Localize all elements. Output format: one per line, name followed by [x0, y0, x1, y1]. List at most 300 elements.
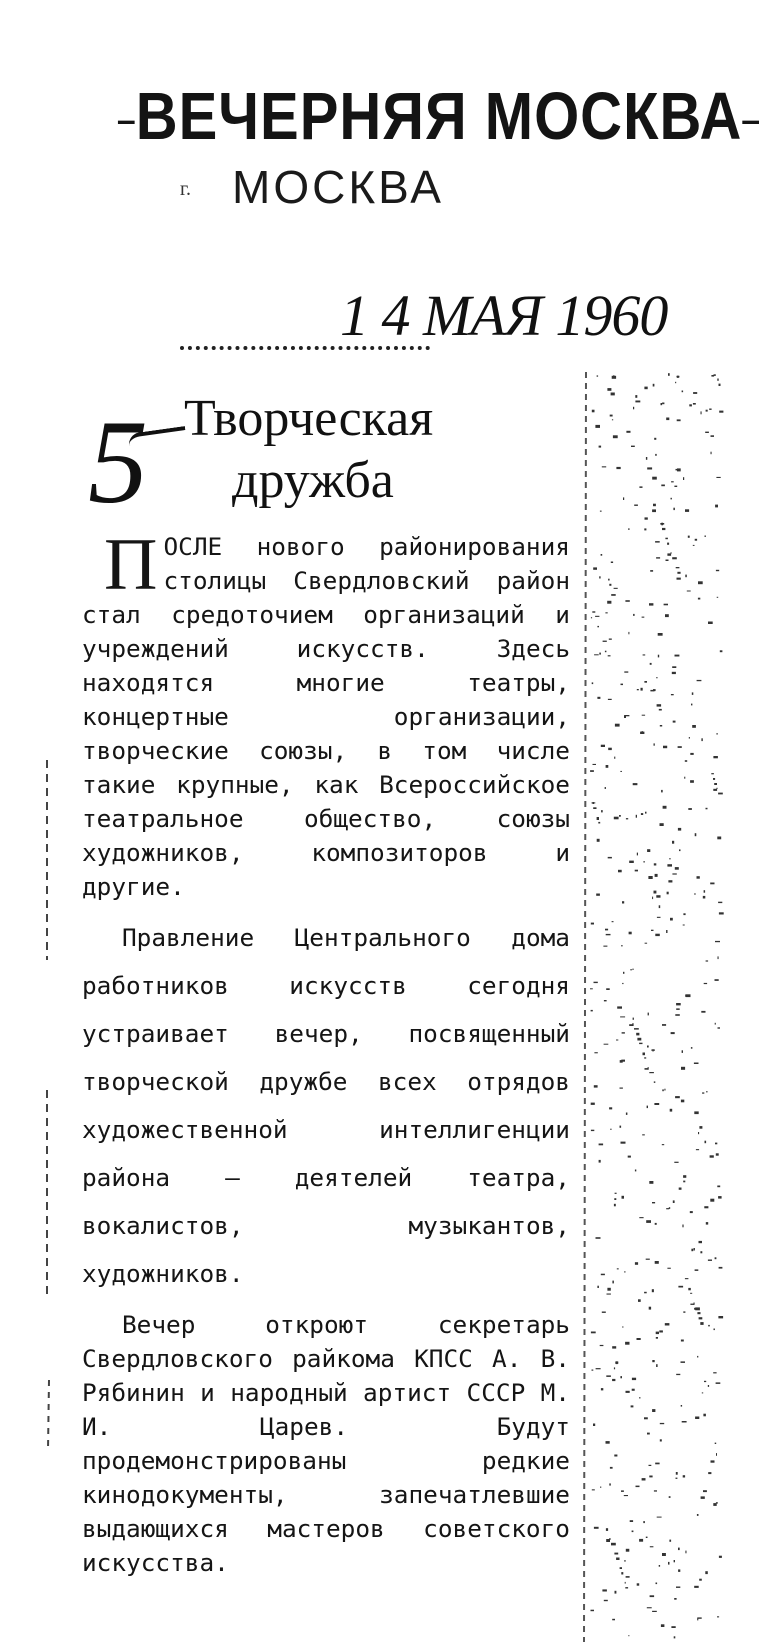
- paper-speck: [656, 1332, 659, 1335]
- paper-speck: [593, 807, 596, 809]
- paper-speck: [719, 1556, 722, 1558]
- paper-speck: [719, 411, 723, 413]
- paper-speck: [706, 960, 709, 961]
- paper-speck: [718, 1027, 721, 1028]
- paper-speck: [639, 486, 642, 488]
- paper-speck: [620, 1376, 622, 1378]
- paper-speck: [710, 1199, 714, 1202]
- paper-speck: [601, 1388, 603, 1390]
- paper-speck: [705, 1571, 708, 1574]
- paper-speck: [716, 788, 717, 789]
- paper-speck: [718, 1196, 722, 1199]
- paper-speck: [715, 1443, 717, 1444]
- paper-speck: [678, 828, 681, 831]
- paper-speck: [711, 773, 714, 774]
- paper-speck: [694, 1308, 697, 1310]
- margin-marks: [40, 760, 54, 1460]
- paper-speck: [623, 972, 624, 974]
- paper-speck: [694, 1248, 695, 1251]
- paper-speck: [620, 1567, 622, 1569]
- paper-speck: [626, 818, 628, 819]
- paper-speck: [643, 861, 645, 862]
- paper-speck: [717, 1616, 719, 1617]
- paper-speck: [681, 1100, 684, 1103]
- paper-speck: [654, 743, 655, 745]
- paper-speck: [602, 466, 606, 467]
- paper-speck: [666, 1208, 669, 1209]
- paper-speck: [714, 1329, 715, 1331]
- paper-speck: [593, 1424, 595, 1427]
- paper-speck: [671, 552, 672, 553]
- paper-speck: [630, 1520, 633, 1522]
- paper-speck: [690, 1293, 692, 1294]
- paper-speck: [661, 790, 663, 793]
- paper-speck: [607, 1288, 610, 1291]
- paper-speck: [647, 467, 652, 469]
- paper-speck: [650, 1595, 655, 1597]
- paper-speck: [613, 375, 614, 378]
- paper-speck: [699, 1126, 702, 1129]
- paper-speck: [592, 1489, 595, 1490]
- paper-speck: [676, 1472, 678, 1475]
- paper-speck: [695, 539, 697, 541]
- paper-speck: [599, 446, 602, 448]
- paper-speck: [706, 1222, 708, 1225]
- paper-speck: [644, 528, 646, 530]
- paper-speck: [591, 1610, 595, 1612]
- paper-speck: [662, 1553, 666, 1556]
- paper-speck: [671, 498, 672, 500]
- paper-speck: [615, 1193, 617, 1194]
- paper-speck: [604, 1044, 609, 1045]
- paper-speck: [673, 508, 675, 510]
- paper-speck: [629, 861, 634, 863]
- paper-speck: [676, 1008, 680, 1010]
- paper-speck: [630, 969, 632, 970]
- paper-speck: [676, 1374, 680, 1375]
- paper-speck: [702, 1392, 703, 1393]
- paper-speck: [618, 870, 622, 873]
- paper-speck: [642, 617, 645, 618]
- paper-speck: [716, 477, 720, 478]
- paper-speck: [628, 528, 630, 529]
- paper-speck: [593, 802, 595, 804]
- paper-speck: [649, 603, 653, 605]
- paper-speck: [703, 1490, 707, 1492]
- paper-speck: [606, 988, 610, 990]
- paper-speck: [690, 1211, 693, 1213]
- paper-speck: [635, 401, 640, 403]
- paper-speck: [659, 1330, 663, 1332]
- paper-speck: [697, 1514, 699, 1516]
- paper-speck: [594, 1527, 599, 1529]
- paper-speck: [689, 404, 692, 406]
- paper-speck: [665, 1323, 670, 1325]
- paper-speck: [691, 1249, 693, 1252]
- paper-speck: [668, 1562, 670, 1565]
- paper-speck: [649, 1476, 652, 1478]
- paper-speck: [667, 1268, 670, 1269]
- paper-speck: [641, 813, 643, 815]
- paper-speck: [654, 1103, 659, 1105]
- paper-speck: [716, 1382, 721, 1384]
- paper-speck: [681, 1405, 682, 1407]
- paper-speck: [621, 1572, 623, 1574]
- paper-speck: [683, 477, 684, 480]
- paper-speck: [620, 1088, 623, 1089]
- paper-speck: [651, 930, 654, 931]
- paper-speck: [592, 682, 594, 684]
- paper-speck: [704, 1206, 708, 1208]
- paper-speck: [692, 725, 696, 728]
- paper-speck: [612, 1281, 614, 1284]
- paper-speck: [591, 923, 594, 925]
- date-stamp: 1 4 МАЯ 1960: [340, 283, 668, 348]
- paper-speck: [620, 1126, 622, 1128]
- paper-speck: [700, 1322, 703, 1325]
- paper-speck: [662, 1024, 666, 1026]
- paper-speck: [704, 983, 707, 984]
- paper-speck: [685, 760, 687, 762]
- paper-speck: [590, 988, 593, 989]
- paper-speck: [601, 1274, 605, 1276]
- paper-speck: [596, 1368, 601, 1369]
- paper-speck: [711, 1460, 715, 1462]
- article-body: [82, 524, 570, 1580]
- paper-speck: [615, 1591, 617, 1594]
- paper-speck: [637, 689, 639, 690]
- article-paragraph-3: Вечер откроют секретарь Свердловского райкома КПСС А. В. Рябинин и народный артист СССР М. И. Царев. Будут продемонстрированы редкие кинодокументы, запечатлевшие выдающихся мастеров советского искусства.: [82, 1310, 570, 1577]
- paper-speck: [657, 704, 662, 706]
- paper-speck: [663, 806, 667, 809]
- paper-speck: [661, 1624, 665, 1627]
- paper-speck: [614, 817, 619, 820]
- paper-speck: [652, 477, 657, 480]
- paper-speck: [652, 1202, 655, 1203]
- paper-speck: [713, 778, 715, 780]
- paper-speck: [652, 1289, 654, 1292]
- paper-speck: [674, 486, 677, 487]
- paper-speck: [647, 1607, 652, 1608]
- paper-speck: [591, 617, 592, 618]
- paper-speck: [625, 600, 629, 602]
- paper-speck: [660, 1423, 664, 1424]
- paper-speck: [601, 745, 605, 747]
- paper-speck: [713, 1372, 716, 1373]
- paper-speck: [715, 979, 719, 981]
- paper-speck: [622, 901, 624, 903]
- paper-speck: [716, 1153, 719, 1155]
- paper-speck: [673, 721, 676, 723]
- paper-speck: [679, 1188, 682, 1190]
- paper-speck: [700, 1251, 702, 1253]
- paper-speck: [626, 1113, 628, 1115]
- paper-speck: [642, 1478, 646, 1480]
- paper-speck: [621, 1142, 626, 1144]
- paper-speck: [715, 941, 720, 942]
- paper-speck: [601, 810, 603, 812]
- paper-speck: [711, 435, 715, 437]
- paper-speck: [632, 1023, 633, 1026]
- paper-speck: [643, 1521, 645, 1523]
- paper-speck: [636, 1033, 639, 1036]
- paper-speck: [708, 1325, 710, 1327]
- paper-speck: [669, 1496, 671, 1498]
- paper-speck: [602, 1312, 606, 1313]
- paper-speck: [616, 467, 620, 469]
- paper-speck: [674, 1162, 678, 1163]
- paper-speck: [718, 956, 719, 959]
- paper-speck: [632, 1378, 636, 1380]
- torn-edge-residue: [582, 372, 732, 1642]
- paper-speck: [713, 756, 718, 758]
- paper-speck: [606, 1528, 608, 1531]
- paper-speck: [686, 994, 691, 997]
- paper-speck: [656, 1337, 658, 1339]
- paper-speck: [672, 557, 677, 559]
- paper-speck: [606, 1375, 611, 1377]
- paper-speck: [655, 1463, 659, 1465]
- paper-speck: [650, 690, 654, 692]
- paper-speck: [656, 557, 660, 558]
- paper-speck: [654, 891, 657, 894]
- paper-speck: [695, 1417, 699, 1420]
- paper-speck: [609, 639, 612, 640]
- paper-speck: [610, 1129, 611, 1130]
- paper-speck: [628, 632, 629, 634]
- paper-speck: [595, 616, 599, 617]
- paper-speck: [709, 409, 711, 410]
- paper-speck: [594, 1052, 597, 1053]
- paper-speck: [699, 1317, 703, 1319]
- paper-speck: [621, 945, 622, 946]
- paper-speck: [677, 376, 680, 378]
- paper-speck: [675, 1014, 680, 1016]
- paper-speck: [626, 1549, 630, 1552]
- paper-speck: [605, 787, 606, 789]
- paper-speck: [662, 403, 664, 405]
- paper-speck: [634, 505, 638, 506]
- article-paragraph-1: [82, 524, 570, 904]
- paper-speck: [697, 1312, 700, 1314]
- paper-speck: [683, 925, 685, 926]
- paper-speck: [620, 771, 622, 772]
- paper-speck: [648, 1013, 649, 1016]
- paper-speck: [683, 1311, 685, 1312]
- paper-speck: [715, 1143, 717, 1145]
- paper-speck: [611, 1543, 616, 1546]
- paper-speck: [645, 943, 648, 944]
- paper-speck: [631, 446, 635, 447]
- paper-speck: [611, 562, 613, 564]
- paper-speck: [711, 375, 714, 377]
- paper-speck: [608, 857, 612, 859]
- paper-speck: [685, 1551, 686, 1554]
- paper-speck: [697, 680, 702, 681]
- paper-speck: [605, 612, 607, 613]
- paper-speck: [598, 822, 600, 824]
- paper-speck: [657, 917, 661, 918]
- paper-speck: [609, 1483, 611, 1485]
- paper-speck: [645, 812, 647, 814]
- paper-speck: [594, 654, 599, 655]
- paper-speck: [655, 874, 658, 877]
- paper-speck: [713, 1503, 716, 1506]
- paper-speck: [687, 591, 691, 592]
- paper-speck: [677, 419, 681, 421]
- paper-speck: [718, 902, 722, 903]
- paper-speck: [640, 732, 644, 734]
- paper-speck: [699, 1241, 703, 1243]
- paper-speck: [656, 895, 660, 898]
- paper-speck: [708, 1385, 709, 1387]
- paper-speck: [599, 653, 601, 655]
- paper-speck: [625, 715, 630, 716]
- city-stamp: МОСКВА: [232, 161, 444, 213]
- paper-speck: [600, 511, 602, 512]
- paper-speck: [659, 1565, 660, 1567]
- paper-speck: [637, 853, 638, 856]
- paper-speck: [654, 863, 657, 865]
- paper-speck: [673, 1200, 675, 1203]
- paper-speck: [637, 1038, 641, 1041]
- paper-speck: [634, 1028, 639, 1030]
- paper-speck: [641, 688, 643, 691]
- paper-speck: [647, 1433, 650, 1435]
- paper-speck: [652, 509, 656, 512]
- paper-speck: [601, 554, 603, 556]
- paper-speck: [652, 1611, 657, 1612]
- paper-speck: [650, 663, 652, 665]
- paper-speck: [704, 1381, 706, 1382]
- paper-speck: [626, 431, 630, 433]
- paper-speck: [705, 1141, 707, 1144]
- paper-speck: [701, 1011, 705, 1013]
- paper-speck: [685, 575, 687, 578]
- paper-speck: [625, 1342, 629, 1345]
- paper-speck: [694, 1111, 698, 1114]
- paper-speck: [715, 505, 718, 508]
- paper-speck: [717, 837, 721, 840]
- paper-speck: [610, 415, 613, 417]
- paper-speck: [600, 1487, 601, 1488]
- paper-speck: [638, 1299, 641, 1302]
- paper-speck: [635, 395, 637, 398]
- paper-speck: [609, 584, 611, 586]
- paper-speck: [614, 1553, 618, 1555]
- paper-speck: [655, 934, 660, 936]
- paper-speck: [592, 1370, 594, 1371]
- paper-speck: [720, 650, 723, 652]
- paper-speck: [683, 1475, 685, 1477]
- paper-speck: [681, 1361, 686, 1363]
- paper-speck: [616, 1040, 618, 1041]
- newspaper-name-stamp: ‒ВЕЧЕРНЯЯ МОСКВА‒: [118, 79, 761, 154]
- paper-speck: [594, 1085, 598, 1087]
- paper-speck: [596, 894, 600, 896]
- paper-speck: [639, 1217, 643, 1218]
- paper-speck: [619, 815, 621, 817]
- paper-speck: [716, 733, 717, 734]
- paper-speck: [639, 1539, 643, 1542]
- paper-speck: [614, 757, 615, 759]
- paper-speck: [622, 1327, 623, 1328]
- paper-speck: [672, 672, 676, 674]
- paper-speck: [597, 1286, 599, 1288]
- drop-cap: П: [104, 524, 158, 606]
- paper-speck: [668, 880, 672, 882]
- paper-speck: [649, 1307, 651, 1310]
- stamp-mark: г.: [180, 178, 191, 200]
- paper-speck: [599, 1160, 601, 1163]
- paper-speck: [719, 384, 721, 386]
- paper-speck: [607, 388, 611, 391]
- paper-speck: [600, 1345, 604, 1346]
- paper-speck: [706, 808, 708, 810]
- paper-speck: [610, 1467, 613, 1469]
- headline-line-2: дружба: [232, 452, 394, 509]
- paper-speck: [661, 523, 663, 526]
- paper-speck: [597, 817, 599, 820]
- paper-speck: [716, 570, 719, 571]
- paper-speck: [646, 1537, 648, 1538]
- paper-speck: [667, 892, 669, 895]
- paper-speck: [676, 567, 680, 568]
- newspaper-name: ВЕЧЕРНЯЯ МОСКВА: [135, 79, 743, 154]
- paper-speck: [652, 1049, 654, 1051]
- paper-speck: [697, 1618, 698, 1621]
- paper-speck: [656, 677, 657, 678]
- paper-speck: [675, 1096, 680, 1098]
- paper-speck: [672, 666, 676, 668]
- paper-speck: [667, 864, 672, 866]
- paper-speck: [606, 934, 611, 935]
- paper-speck: [708, 622, 713, 625]
- paper-speck: [642, 1134, 645, 1135]
- paper-speck: [693, 392, 697, 394]
- paper-speck: [652, 1409, 655, 1412]
- paper-speck: [614, 1367, 615, 1369]
- paper-speck: [607, 601, 611, 604]
- paper-speck: [682, 1421, 687, 1423]
- paper-speck: [705, 536, 706, 537]
- paper-speck: [683, 913, 685, 915]
- paper-speck: [685, 509, 689, 512]
- paper-speck: [669, 1540, 671, 1542]
- paper-speck: [636, 815, 637, 818]
- paper-speck: [606, 1441, 610, 1444]
- paper-speck: [678, 1569, 680, 1572]
- paper-speck: [662, 1144, 664, 1145]
- paper-speck: [635, 1262, 638, 1265]
- paper-speck: [608, 655, 611, 656]
- paper-speck: [597, 697, 600, 699]
- paper-speck: [637, 1338, 641, 1340]
- paper-speck: [659, 905, 661, 908]
- paper-speck: [650, 570, 653, 572]
- paper-speck: [639, 1043, 642, 1044]
- paper-speck: [652, 897, 653, 900]
- paper-speck: [626, 1576, 630, 1578]
- paper-speck: [671, 1032, 675, 1034]
- paper-speck: [654, 438, 656, 440]
- paper-speck: [655, 1223, 657, 1225]
- paper-speck: [685, 1278, 689, 1279]
- paper-speck: [681, 1067, 685, 1070]
- paper-speck: [719, 912, 724, 914]
- paper-speck: [632, 1389, 635, 1391]
- paper-speck: [682, 391, 684, 393]
